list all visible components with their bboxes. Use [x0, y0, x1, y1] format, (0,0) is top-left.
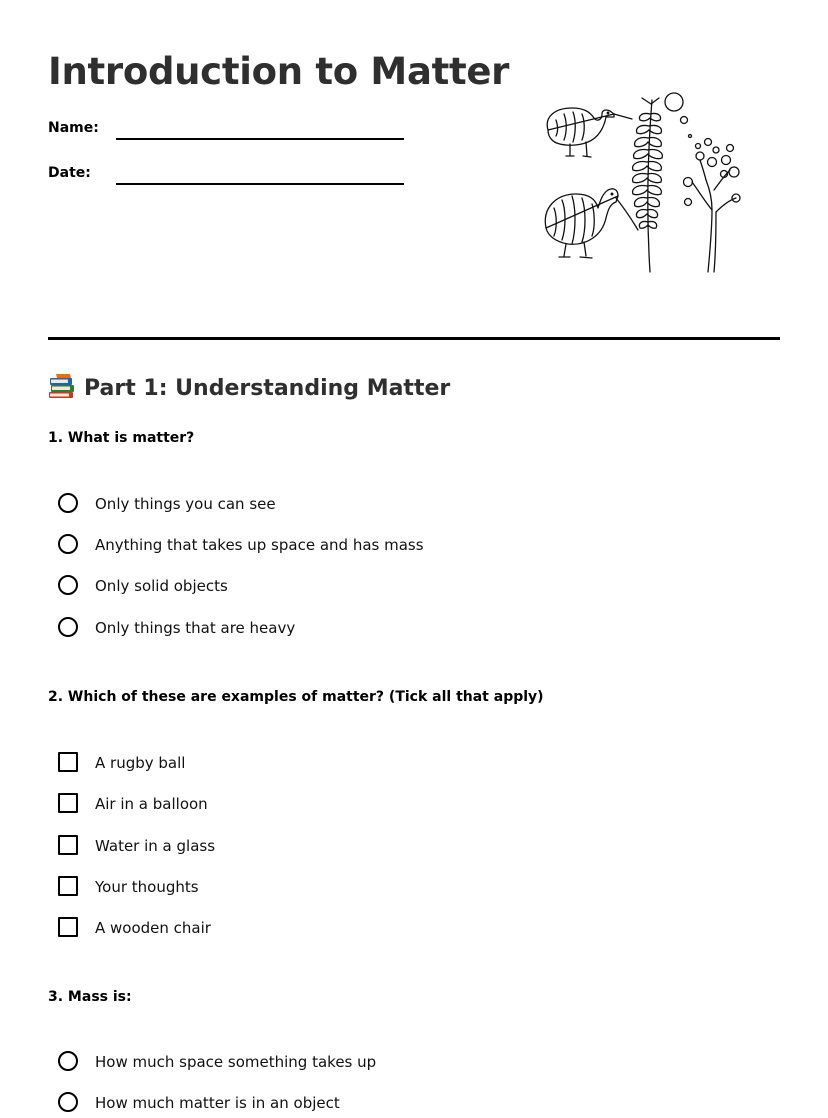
option-label: Only things that are heavy — [95, 619, 296, 637]
checkbox[interactable] — [58, 917, 78, 937]
part1-title: Part 1: Understanding Matter — [84, 376, 451, 401]
checkbox[interactable] — [58, 835, 78, 855]
checkbox[interactable] — [58, 876, 78, 896]
option-label: Anything that takes up space and has mass — [95, 536, 424, 554]
date-write-line[interactable] — [116, 183, 404, 185]
kiwi-bird-lower-icon — [545, 189, 638, 258]
question-1: 1. What is matter? — [48, 430, 195, 446]
option-label: A rugby ball — [95, 754, 186, 772]
option-label: Only things you can see — [95, 495, 276, 513]
kiwi-bird-upper-icon — [547, 108, 632, 157]
radio-button[interactable] — [58, 493, 78, 513]
option-label: How much matter is in an object — [95, 1094, 340, 1112]
option-label: Air in a balloon — [95, 795, 208, 813]
page-title: Introduction to Matter — [48, 50, 510, 93]
option-label: A wooden chair — [95, 919, 211, 937]
question-2: 2. Which of these are examples of matter? (Tick all that apply) — [48, 689, 544, 705]
radio-button[interactable] — [58, 617, 78, 637]
option-label: How much space something takes up — [95, 1053, 377, 1071]
checkbox[interactable] — [58, 793, 78, 813]
books-icon — [48, 373, 76, 399]
radio-button[interactable] — [58, 1051, 78, 1071]
checkbox[interactable] — [58, 752, 78, 772]
option-label: Your thoughts — [95, 878, 199, 896]
kiwi-fern-illustration — [540, 90, 750, 275]
bubble-branch-icon — [665, 93, 740, 272]
radio-button[interactable] — [58, 1092, 78, 1112]
fern-frond-icon — [633, 98, 663, 272]
radio-button[interactable] — [58, 575, 78, 595]
date-label: Date: — [48, 165, 91, 181]
question-3: 3. Mass is: — [48, 989, 132, 1005]
name-write-line[interactable] — [116, 138, 404, 140]
name-label: Name: — [48, 120, 99, 136]
section-divider — [48, 337, 780, 340]
radio-button[interactable] — [58, 534, 78, 554]
option-label: Water in a glass — [95, 837, 216, 855]
option-label: Only solid objects — [95, 577, 228, 595]
part1-heading — [48, 372, 450, 406]
